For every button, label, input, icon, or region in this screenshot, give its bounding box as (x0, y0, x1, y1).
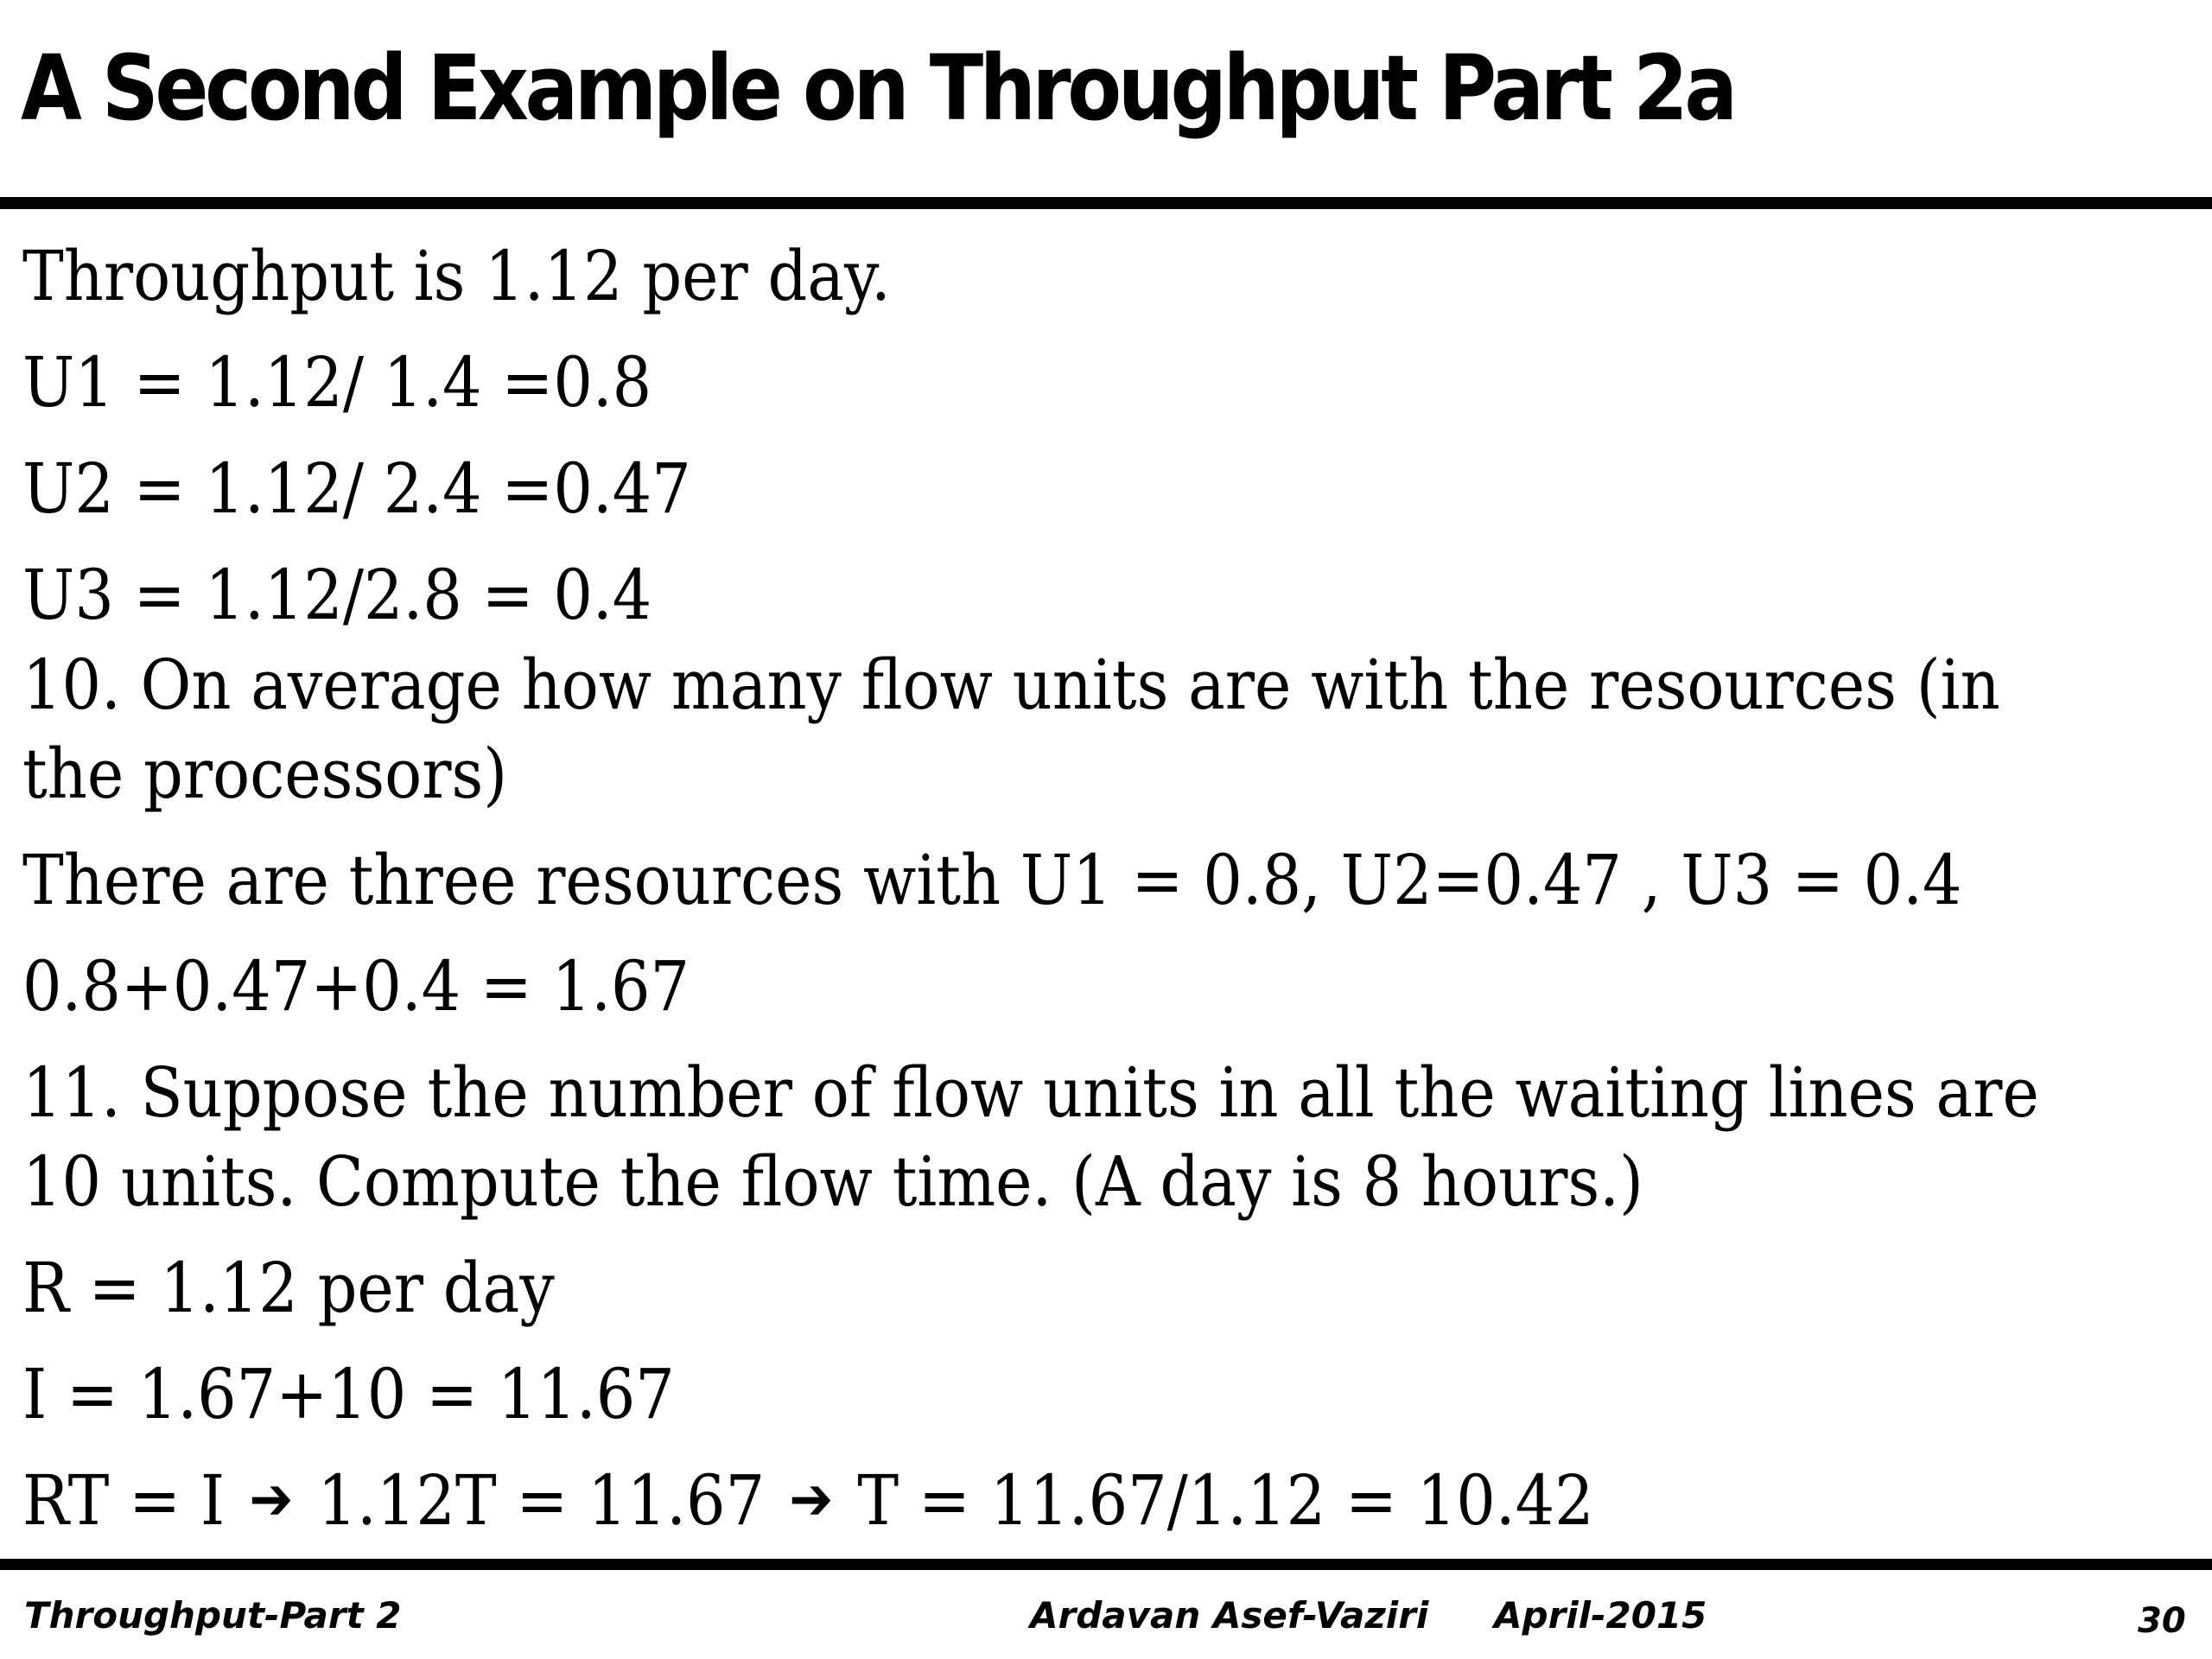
text-line: 10 units. Compute the flow time. (A day is 8 hours.) (22, 1141, 1643, 1222)
equation-line (22, 1460, 1594, 1541)
equation-part: 1.12T = 11.67 (317, 1460, 766, 1541)
title-divider (0, 197, 2212, 209)
text-line: U3 = 1.12/2.8 = 0.4 (22, 555, 652, 635)
right-arrow-icon: ➔ (789, 1465, 834, 1534)
footer-divider (0, 1559, 2212, 1570)
page-number: 30 (2138, 1601, 2186, 1641)
right-arrow-icon: ➔ (249, 1465, 294, 1534)
text-line: R = 1.12 per day (22, 1248, 555, 1328)
text-line: 0.8+0.47+0.4 = 1.67 (22, 946, 690, 1027)
text-line: Throughput is 1.12 per day. (22, 236, 891, 316)
text-line: There are three resources with U1 = 0.8, U2=0.47 , U3 = 0.4 (22, 840, 1962, 920)
text-line: U2 = 1.12/ 2.4 =0.47 (22, 448, 691, 529)
footer-date: April-2015 (1494, 1594, 1707, 1637)
footer-author: Ardavan Asef-Vaziri (1030, 1594, 1429, 1637)
slide-title: A Second Example on Throughput Part 2a (21, 35, 1734, 141)
text-line: 11. Suppose the number of flow units in all the waiting lines are (22, 1052, 2039, 1133)
text-line: U1 = 1.12/ 1.4 =0.8 (22, 342, 652, 423)
equation-part: RT = I (22, 1460, 226, 1541)
text-line: 10. On average how many flow units are with the resources (in (22, 645, 2000, 725)
equation-part: T = 11.67/1.12 = 10.42 (857, 1460, 1594, 1541)
text-line: the processors) (22, 734, 508, 814)
text-line: I = 1.67+10 = 11.67 (22, 1354, 675, 1434)
footer-course-title: Throughput-Part 2 (24, 1594, 402, 1637)
